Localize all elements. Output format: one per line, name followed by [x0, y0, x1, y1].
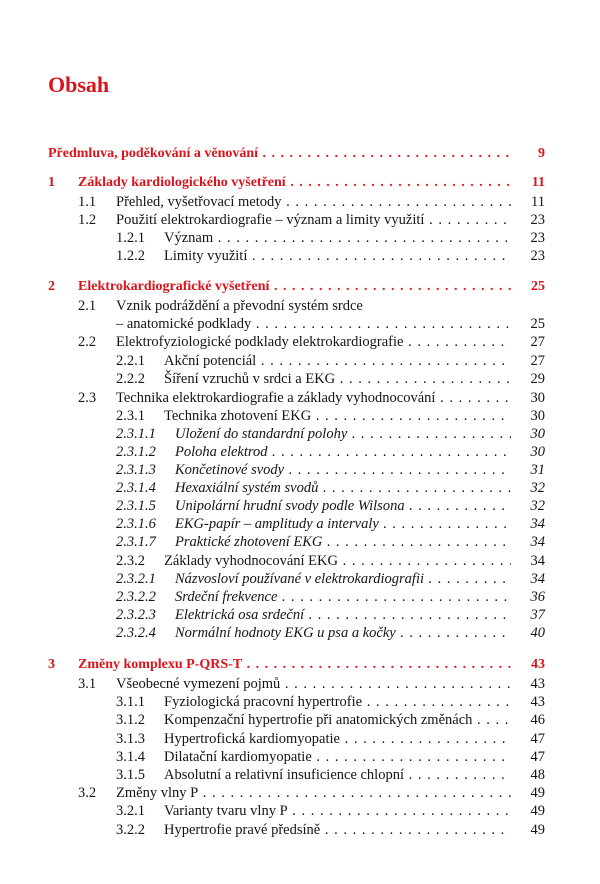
toc-entry [0, 297, 600, 315]
toc-entry-title: Fyziologická pracovní hypertrofie . . . [164, 693, 511, 711]
toc-entry-title: Význam . . . [164, 229, 511, 247]
toc-entry-number: 3.1.4 [116, 749, 145, 765]
toc-entry-title: Srdeční frekvence . . . [175, 588, 511, 606]
toc-entry-number: 1.2.1 [116, 230, 145, 246]
toc-entry-title: Základy vyhodnocování EKG . . . [164, 552, 511, 570]
toc-entry [0, 407, 600, 425]
toc-entry-number: 3.2 [78, 785, 97, 801]
toc-entry [0, 552, 600, 570]
toc-entry-number: 3.1.3 [116, 731, 145, 747]
toc-entry-title: Technika elektrokardiografie a základy vyhodnocování . . . [116, 389, 511, 407]
toc-entry-number: 3 [48, 657, 55, 672]
toc-entry-title: Všeobecné vymezení pojmů . . . [116, 675, 511, 693]
toc-entry-title: Šíření vzruchů v srdci a EKG . . . [164, 370, 511, 388]
toc-entry-page: 34 [511, 570, 545, 588]
toc-entry [0, 211, 600, 229]
toc-entry-page: 30 [511, 443, 545, 461]
toc-entry-title: Kompenzační hypertrofie při anatomických změnách . . . [164, 711, 511, 729]
toc-entry-page: 11 [511, 174, 545, 192]
toc-entry-title: Elektrická osa srdeční . . . [175, 606, 511, 624]
toc-entry-page: 30 [511, 389, 545, 407]
toc-entry-number: 2.3.1.6 [116, 516, 156, 532]
toc-entry-title: Použití elektrokardiografie – význam a limity využití . . . [116, 211, 511, 229]
toc-entry-title: Přehled, vyšetřovací metody . . . [116, 193, 511, 211]
toc-entry [0, 802, 600, 820]
toc-entry [0, 693, 600, 711]
toc-entry [0, 389, 600, 407]
toc-entry-title: Předmluva, poděkování a věnování . . . [48, 145, 511, 163]
toc-entry-number: 3.2.1 [116, 803, 145, 819]
toc-entry [0, 278, 600, 296]
toc-entry-number: 1.1 [78, 194, 97, 210]
toc-entry-page: 40 [511, 624, 545, 642]
toc-entry-number: 3.1.2 [116, 712, 145, 728]
toc-entry [0, 352, 600, 370]
toc-entry-page: 32 [511, 497, 545, 515]
toc-entry-page: 34 [511, 552, 545, 570]
page-title: Obsah [48, 72, 110, 97]
toc-entry-number: 2.3.1.2 [116, 444, 156, 460]
toc-entry-number: 2.3.2.1 [116, 571, 156, 587]
toc-entry-title: Základy kardiologického vyšetření . . . [78, 174, 511, 192]
toc-entry-page: 23 [511, 247, 545, 265]
toc-entry-title: Varianty tvaru vlny P . . . [164, 802, 511, 820]
toc-entry-title: Vznik podráždění a převodní systém srdce [116, 298, 363, 314]
toc-entry [0, 570, 600, 588]
toc-entry-page: 48 [511, 766, 545, 784]
toc-entry-number: 3.1.5 [116, 767, 145, 783]
toc-entry [0, 784, 600, 802]
toc-entry-title: EKG-papír – amplitudy a intervaly . . . [175, 515, 511, 533]
toc-entry [0, 497, 600, 515]
toc-entry-title: Technika zhotovení EKG . . . [164, 407, 511, 425]
toc-entry-title: Unipolární hrudní svody podle Wilsona . . . [175, 497, 511, 515]
toc-entry [0, 588, 600, 606]
toc-entry [0, 174, 600, 192]
toc-entry-number: 2.3.1.3 [116, 462, 156, 478]
toc-entry-title: Normální hodnoty EKG u psa a kočky . . . [175, 624, 511, 642]
toc-entry-number: 1.2 [78, 212, 97, 228]
toc-entry-title: Elektrokardiografické vyšetření . . . [78, 278, 511, 296]
toc-entry-number: 2.3.2 [116, 553, 145, 569]
toc-entry-page: 31 [511, 461, 545, 479]
toc-entry-number: 2.3.1.4 [116, 480, 156, 496]
toc-entry-title: Akční potenciál . . . [164, 352, 511, 370]
toc-entry-title: Hypertrofická kardiomyopatie . . . [164, 730, 511, 748]
toc-entry-title: Změny komplexu P-QRS-T . . . [78, 656, 511, 674]
toc-entry-title: Dilatační kardiomyopatie . . . [164, 748, 511, 766]
toc-entry-title: Změny vlny P . . . [116, 784, 511, 802]
toc-entry-page: 27 [511, 333, 545, 351]
toc-entry [0, 624, 600, 642]
toc-entry-page: 49 [511, 821, 545, 839]
toc-entry-page: 23 [511, 229, 545, 247]
toc-entry-title: Končetinové svody . . . [175, 461, 511, 479]
toc-entry [0, 711, 600, 729]
toc-entry-page: 49 [511, 784, 545, 802]
toc-entry [0, 675, 600, 693]
toc-entry-title: Hypertrofie pravé předsíně . . . [164, 821, 511, 839]
toc-entry-number: 3.2.2 [116, 822, 145, 838]
toc-entry [0, 229, 600, 247]
toc-entry-number: 3.1 [78, 676, 97, 692]
toc-entry-number: 2.3.2.4 [116, 625, 156, 641]
toc-entry-title: Názvosloví používané v elektrokardiografii . . . [175, 570, 511, 588]
toc-entry-number: 2.3.1.1 [116, 426, 156, 442]
toc-entry-number: 1.2.2 [116, 248, 145, 264]
toc-entry [0, 821, 600, 839]
toc-entry [0, 145, 600, 163]
toc-entry [0, 247, 600, 265]
toc-entry-page: 46 [511, 711, 545, 729]
toc-entry-number: 2.1 [78, 298, 97, 314]
toc-entry [0, 479, 600, 497]
toc-entry-number: 2.2.1 [116, 353, 145, 369]
toc-entry-page: 30 [511, 425, 545, 443]
toc-entry-page: 34 [511, 533, 545, 551]
toc-entry [0, 515, 600, 533]
toc-entry-number: 2.3.2.2 [116, 589, 156, 605]
toc-entry [0, 193, 600, 211]
toc-entry-number: 2.3.1.7 [116, 534, 156, 550]
toc-entry-page: 32 [511, 479, 545, 497]
toc-entry-page: 47 [511, 730, 545, 748]
toc-entry-number: 2.3.1.5 [116, 498, 156, 514]
toc-entry-number: 2.3 [78, 390, 97, 406]
toc-entry-page: 49 [511, 802, 545, 820]
toc-entry-title: Hexaxiální systém svodů . . . [175, 479, 511, 497]
toc-entry-page: 9 [511, 145, 545, 163]
toc-entry-number: 2.3.2.3 [116, 607, 156, 623]
toc-entry-page: 27 [511, 352, 545, 370]
toc-entry-number: 2.2.2 [116, 371, 145, 387]
toc-entry-page: 43 [511, 675, 545, 693]
toc-entry-number: 2 [48, 279, 55, 294]
toc-entry-title: Uložení do standardní polohy . . . [175, 425, 511, 443]
toc-entry-page: 25 [511, 278, 545, 296]
toc-entry-title: Praktické zhotovení EKG . . . [175, 533, 511, 551]
toc-entry [0, 533, 600, 551]
toc-entry [0, 315, 600, 333]
toc-entry-page: 23 [511, 211, 545, 229]
toc-entry-page: 30 [511, 407, 545, 425]
toc-entry-number: 3.1.1 [116, 694, 145, 710]
toc-entry-number: 1 [48, 175, 55, 190]
toc-entry [0, 748, 600, 766]
toc-entry [0, 370, 600, 388]
toc-entry [0, 766, 600, 784]
toc-entry-page: 36 [511, 588, 545, 606]
toc-entry-page: 37 [511, 606, 545, 624]
toc-entry [0, 425, 600, 443]
toc-entry [0, 730, 600, 748]
toc-entry-page: 11 [511, 193, 545, 211]
toc-entry [0, 443, 600, 461]
toc-entry-title: – anatomické podklady . . . [116, 315, 511, 333]
toc-entry-page: 29 [511, 370, 545, 388]
toc-entry [0, 333, 600, 351]
toc-entry-page: 43 [511, 693, 545, 711]
toc-entry [0, 656, 600, 674]
toc-entry-title: Limity využití . . . [164, 247, 511, 265]
toc-entry-page: 34 [511, 515, 545, 533]
toc-entry-number: 2.3.1 [116, 408, 145, 424]
toc-entry-title: Poloha elektrod . . . [175, 443, 511, 461]
toc-entry [0, 461, 600, 479]
toc-entry-page: 47 [511, 748, 545, 766]
toc-entry [0, 606, 600, 624]
toc-entry-title: Absolutní a relativní insuficience chlopní . . . [164, 766, 511, 784]
toc-entry-page: 43 [511, 656, 545, 674]
toc-entry-number: 2.2 [78, 334, 97, 350]
toc-entry-title: Elektrofyziologické podklady elektrokardiografie . . . [116, 333, 511, 351]
toc-entry-page: 25 [511, 315, 545, 333]
